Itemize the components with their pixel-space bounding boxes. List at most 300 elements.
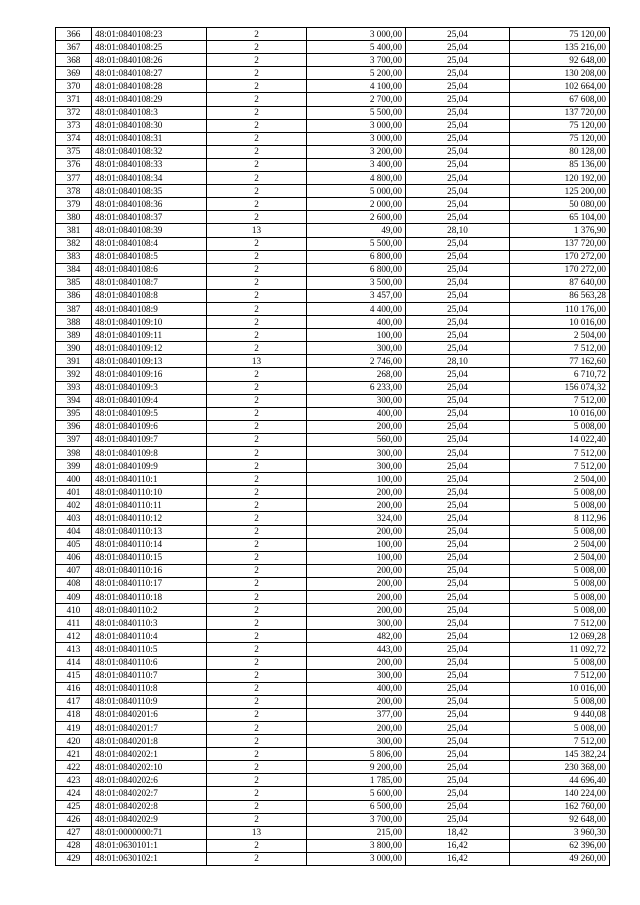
row-number-cell: 387 (56, 302, 92, 315)
row-number-cell: 412 (56, 630, 92, 643)
category-code-cell: 2 (207, 617, 307, 630)
area-cell: 300,00 (307, 342, 406, 355)
specific-value-cell: 25,04 (406, 721, 510, 734)
specific-value-cell: 25,04 (406, 172, 510, 185)
specific-value-cell: 25,04 (406, 499, 510, 512)
area-cell: 300,00 (307, 735, 406, 748)
area-cell: 3 800,00 (307, 839, 406, 852)
category-code-cell: 2 (207, 499, 307, 512)
specific-value-cell: 28,10 (406, 224, 510, 237)
table-row (56, 211, 610, 224)
row-number-cell: 388 (56, 316, 92, 329)
row-number-cell: 428 (56, 839, 92, 852)
row-number-cell: 389 (56, 329, 92, 342)
category-code-cell: 2 (207, 656, 307, 669)
cadastral-value-cell: 135 216,00 (510, 41, 610, 54)
row-number-cell: 426 (56, 813, 92, 826)
category-code-cell: 2 (207, 394, 307, 407)
category-code-cell: 2 (207, 761, 307, 774)
cadastral-value-cell: 5 008,00 (510, 656, 610, 669)
cadastral-value-cell: 2 504,00 (510, 329, 610, 342)
cadastral-value-cell: 87 640,00 (510, 276, 610, 289)
row-number-cell: 406 (56, 551, 92, 564)
cadastral-value-cell: 12 069,28 (510, 630, 610, 643)
specific-value-cell: 25,04 (406, 447, 510, 460)
category-code-cell: 2 (207, 28, 307, 41)
row-number-cell: 367 (56, 41, 92, 54)
cadastral-number-cell: 48:01:0840202:6 (92, 774, 207, 787)
area-cell: 2 746,00 (307, 355, 406, 368)
cadastral-value-cell: 9 440,08 (510, 708, 610, 721)
cadastral-value-cell: 120 192,00 (510, 172, 610, 185)
row-number-cell: 366 (56, 28, 92, 41)
row-number-cell: 405 (56, 538, 92, 551)
specific-value-cell: 25,04 (406, 774, 510, 787)
row-number-cell: 385 (56, 276, 92, 289)
cadastral-number-cell: 48:01:0840202:7 (92, 787, 207, 800)
specific-value-cell: 28,10 (406, 355, 510, 368)
table-row (56, 198, 610, 211)
cadastral-number-cell: 48:01:0840108:39 (92, 224, 207, 237)
area-cell: 6 500,00 (307, 800, 406, 813)
specific-value-cell: 25,04 (406, 198, 510, 211)
table-row (56, 525, 610, 538)
area-cell: 100,00 (307, 473, 406, 486)
table-row (56, 669, 610, 682)
area-cell: 2 000,00 (307, 198, 406, 211)
table-row (56, 761, 610, 774)
area-cell: 6 800,00 (307, 250, 406, 263)
cadastral-value-cell: 8 112,96 (510, 512, 610, 525)
cadastral-value-cell: 137 720,00 (510, 237, 610, 250)
category-code-cell: 2 (207, 735, 307, 748)
category-code-cell: 2 (207, 368, 307, 381)
area-cell: 400,00 (307, 316, 406, 329)
area-cell: 100,00 (307, 538, 406, 551)
cadastral-number-cell: 48:01:0840110:5 (92, 643, 207, 656)
row-number-cell: 407 (56, 564, 92, 577)
table-row (56, 813, 610, 826)
area-cell: 5 500,00 (307, 106, 406, 119)
area-cell: 5 806,00 (307, 748, 406, 761)
category-code-cell: 2 (207, 669, 307, 682)
row-number-cell: 398 (56, 447, 92, 460)
cadastral-number-cell: 48:01:0840108:26 (92, 54, 207, 67)
cadastral-value-cell: 145 382,24 (510, 748, 610, 761)
specific-value-cell: 25,04 (406, 145, 510, 158)
cadastral-value-cell: 67 608,00 (510, 93, 610, 106)
specific-value-cell: 25,04 (406, 158, 510, 171)
specific-value-cell: 25,04 (406, 813, 510, 826)
area-cell: 300,00 (307, 460, 406, 473)
area-cell: 6 800,00 (307, 263, 406, 276)
table-row (56, 630, 610, 643)
table-row (56, 67, 610, 80)
cadastral-number-cell: 48:01:0840108:33 (92, 158, 207, 171)
area-cell: 200,00 (307, 721, 406, 734)
area-cell: 5 000,00 (307, 185, 406, 198)
specific-value-cell: 25,04 (406, 211, 510, 224)
specific-value-cell: 25,04 (406, 93, 510, 106)
row-number-cell: 377 (56, 172, 92, 185)
area-cell: 3 457,00 (307, 289, 406, 302)
row-number-cell: 368 (56, 54, 92, 67)
area-cell: 3 400,00 (307, 158, 406, 171)
row-number-cell: 423 (56, 774, 92, 787)
table-row (56, 276, 610, 289)
cadastral-number-cell: 48:01:0840108:25 (92, 41, 207, 54)
cadastral-value-cell: 137 720,00 (510, 106, 610, 119)
specific-value-cell: 25,04 (406, 185, 510, 198)
cadastral-value-cell: 102 664,00 (510, 80, 610, 93)
table-row (56, 748, 610, 761)
specific-value-cell: 25,04 (406, 420, 510, 433)
cadastral-number-cell: 48:01:0840108:5 (92, 250, 207, 263)
row-number-cell: 372 (56, 106, 92, 119)
cadastral-value-cell: 44 696,40 (510, 774, 610, 787)
specific-value-cell: 25,04 (406, 630, 510, 643)
cadastral-number-cell: 48:01:0840108:8 (92, 289, 207, 302)
cadastral-value-cell: 7 512,00 (510, 460, 610, 473)
cadastral-value-cell: 125 200,00 (510, 185, 610, 198)
specific-value-cell: 25,04 (406, 460, 510, 473)
area-cell: 4 100,00 (307, 80, 406, 93)
cadastral-number-cell: 48:01:0840109:5 (92, 407, 207, 420)
table-row (56, 381, 610, 394)
specific-value-cell: 25,04 (406, 119, 510, 132)
area-cell: 3 700,00 (307, 813, 406, 826)
row-number-cell: 416 (56, 682, 92, 695)
specific-value-cell: 25,04 (406, 682, 510, 695)
cadastral-value-cell: 10 016,00 (510, 316, 610, 329)
cadastral-number-cell: 48:01:0840201:8 (92, 735, 207, 748)
row-number-cell: 403 (56, 512, 92, 525)
cadastral-value-cell: 7 512,00 (510, 394, 610, 407)
area-cell: 2 700,00 (307, 93, 406, 106)
table-row (56, 28, 610, 41)
table-row (56, 577, 610, 590)
specific-value-cell: 25,04 (406, 735, 510, 748)
row-number-cell: 384 (56, 263, 92, 276)
category-code-cell: 2 (207, 852, 307, 865)
specific-value-cell: 25,04 (406, 473, 510, 486)
category-code-cell: 2 (207, 342, 307, 355)
row-number-cell: 397 (56, 433, 92, 446)
area-cell: 560,00 (307, 433, 406, 446)
table-row (56, 643, 610, 656)
area-cell: 3 500,00 (307, 276, 406, 289)
category-code-cell: 2 (207, 800, 307, 813)
cadastral-number-cell: 48:01:0840109:11 (92, 329, 207, 342)
area-cell: 1 785,00 (307, 774, 406, 787)
specific-value-cell: 25,04 (406, 486, 510, 499)
cadastral-value-cell: 92 648,00 (510, 54, 610, 67)
specific-value-cell: 25,04 (406, 289, 510, 302)
table-row (56, 329, 610, 342)
specific-value-cell: 25,04 (406, 302, 510, 315)
cadastral-value-cell: 2 504,00 (510, 473, 610, 486)
category-code-cell: 13 (207, 224, 307, 237)
area-cell: 200,00 (307, 604, 406, 617)
cadastral-value-cell: 5 008,00 (510, 577, 610, 590)
category-code-cell: 2 (207, 721, 307, 734)
cadastral-number-cell: 48:01:0840108:28 (92, 80, 207, 93)
cadastral-number-cell: 48:01:0840108:37 (92, 211, 207, 224)
cadastral-value-cell: 140 224,00 (510, 787, 610, 800)
table-row (56, 708, 610, 721)
row-number-cell: 381 (56, 224, 92, 237)
category-code-cell: 2 (207, 119, 307, 132)
row-number-cell: 418 (56, 708, 92, 721)
category-code-cell: 2 (207, 237, 307, 250)
cadastral-number-cell: 48:01:0840110:18 (92, 591, 207, 604)
specific-value-cell: 25,04 (406, 512, 510, 525)
category-code-cell: 2 (207, 198, 307, 211)
cadastral-number-cell: 48:01:0840201:6 (92, 708, 207, 721)
specific-value-cell: 25,04 (406, 394, 510, 407)
cadastral-value-cell: 10 016,00 (510, 682, 610, 695)
table-row (56, 420, 610, 433)
category-code-cell: 2 (207, 447, 307, 460)
area-cell: 300,00 (307, 617, 406, 630)
row-number-cell: 424 (56, 787, 92, 800)
area-cell: 49,00 (307, 224, 406, 237)
cadastral-value-cell: 5 008,00 (510, 486, 610, 499)
area-cell: 300,00 (307, 447, 406, 460)
category-code-cell: 2 (207, 289, 307, 302)
cadastral-value-cell: 130 208,00 (510, 67, 610, 80)
category-code-cell: 2 (207, 774, 307, 787)
table-row (56, 512, 610, 525)
cadastral-value-cell: 7 512,00 (510, 342, 610, 355)
category-code-cell: 2 (207, 302, 307, 315)
row-number-cell: 374 (56, 132, 92, 145)
specific-value-cell: 25,04 (406, 538, 510, 551)
table-row (56, 80, 610, 93)
specific-value-cell: 16,42 (406, 852, 510, 865)
area-cell: 377,00 (307, 708, 406, 721)
specific-value-cell: 25,04 (406, 643, 510, 656)
specific-value-cell: 25,04 (406, 80, 510, 93)
cadastral-number-cell: 48:01:0840108:4 (92, 237, 207, 250)
specific-value-cell: 25,04 (406, 695, 510, 708)
area-cell: 200,00 (307, 486, 406, 499)
specific-value-cell: 25,04 (406, 28, 510, 41)
cadastral-number-cell: 48:01:0840110:8 (92, 682, 207, 695)
cadastral-number-cell: 48:01:0840110:9 (92, 695, 207, 708)
cadastral-number-cell: 48:01:0840108:30 (92, 119, 207, 132)
category-code-cell: 2 (207, 80, 307, 93)
table-row (56, 447, 610, 460)
category-code-cell: 2 (207, 433, 307, 446)
specific-value-cell: 25,04 (406, 656, 510, 669)
category-code-cell: 2 (207, 512, 307, 525)
cadastral-number-cell: 48:01:0840108:6 (92, 263, 207, 276)
category-code-cell: 2 (207, 839, 307, 852)
cadastral-value-cell: 80 128,00 (510, 145, 610, 158)
area-cell: 268,00 (307, 368, 406, 381)
cadastral-value-cell: 110 176,00 (510, 302, 610, 315)
category-code-cell: 2 (207, 551, 307, 564)
cadastral-value-cell: 5 008,00 (510, 721, 610, 734)
cadastral-number-cell: 48:01:0840109:10 (92, 316, 207, 329)
table-row (56, 185, 610, 198)
cadastral-value-cell: 170 272,00 (510, 263, 610, 276)
specific-value-cell: 25,04 (406, 433, 510, 446)
cadastral-number-cell: 48:01:0840108:3 (92, 106, 207, 119)
specific-value-cell: 25,04 (406, 617, 510, 630)
cadastral-value-cell: 170 272,00 (510, 250, 610, 263)
cadastral-number-cell: 48:01:0840109:13 (92, 355, 207, 368)
specific-value-cell: 25,04 (406, 263, 510, 276)
area-cell: 5 400,00 (307, 41, 406, 54)
cadastral-value-cell: 5 008,00 (510, 420, 610, 433)
cadastral-value-cell: 5 008,00 (510, 591, 610, 604)
specific-value-cell: 25,04 (406, 132, 510, 145)
area-cell: 3 000,00 (307, 132, 406, 145)
cadastral-value-cell: 7 512,00 (510, 735, 610, 748)
category-code-cell: 2 (207, 748, 307, 761)
table-row (56, 499, 610, 512)
cadastral-number-cell: 48:01:0840110:3 (92, 617, 207, 630)
area-cell: 300,00 (307, 394, 406, 407)
table-row (56, 250, 610, 263)
area-cell: 200,00 (307, 577, 406, 590)
row-number-cell: 393 (56, 381, 92, 394)
specific-value-cell: 25,04 (406, 577, 510, 590)
cadastral-number-cell: 48:01:0840108:29 (92, 93, 207, 106)
category-code-cell: 2 (207, 486, 307, 499)
category-code-cell: 2 (207, 525, 307, 538)
table-row (56, 486, 610, 499)
cadastral-value-cell: 5 008,00 (510, 695, 610, 708)
area-cell: 6 233,00 (307, 381, 406, 394)
cadastral-number-cell: 48:01:0840108:32 (92, 145, 207, 158)
specific-value-cell: 25,04 (406, 564, 510, 577)
category-code-cell: 13 (207, 826, 307, 839)
category-code-cell: 2 (207, 604, 307, 617)
table-row (56, 368, 610, 381)
cadastral-number-cell: 48:01:0840110:1 (92, 473, 207, 486)
cadastral-value-cell: 3 960,30 (510, 826, 610, 839)
row-number-cell: 373 (56, 119, 92, 132)
cadastral-number-cell: 48:01:0840110:17 (92, 577, 207, 590)
area-cell: 3 000,00 (307, 28, 406, 41)
cadastral-number-cell: 48:01:0840110:4 (92, 630, 207, 643)
category-code-cell: 2 (207, 211, 307, 224)
specific-value-cell: 25,04 (406, 368, 510, 381)
area-cell: 9 200,00 (307, 761, 406, 774)
row-number-cell: 414 (56, 656, 92, 669)
cadastral-value-cell: 49 260,00 (510, 852, 610, 865)
table-row (56, 289, 610, 302)
cadastral-number-cell: 48:01:0840202:1 (92, 748, 207, 761)
cadastral-value-cell: 6 710,72 (510, 368, 610, 381)
row-number-cell: 404 (56, 525, 92, 538)
category-code-cell: 2 (207, 591, 307, 604)
row-number-cell: 394 (56, 394, 92, 407)
cadastral-number-cell: 48:01:0840110:10 (92, 486, 207, 499)
cadastral-number-cell: 48:01:0840109:4 (92, 394, 207, 407)
table-row (56, 800, 610, 813)
table-row (56, 604, 610, 617)
cadastral-value-cell: 5 008,00 (510, 499, 610, 512)
row-number-cell: 390 (56, 342, 92, 355)
table-row (56, 263, 610, 276)
specific-value-cell: 25,04 (406, 787, 510, 800)
cadastral-value-cell: 85 136,00 (510, 158, 610, 171)
category-code-cell: 2 (207, 460, 307, 473)
cadastral-value-cell: 5 008,00 (510, 564, 610, 577)
table-body (56, 28, 610, 866)
category-code-cell: 2 (207, 276, 307, 289)
table-row (56, 433, 610, 446)
cadastral-number-cell: 48:01:0840108:36 (92, 198, 207, 211)
table-row (56, 172, 610, 185)
area-cell: 3 200,00 (307, 145, 406, 158)
category-code-cell: 2 (207, 643, 307, 656)
row-number-cell: 386 (56, 289, 92, 302)
row-number-cell: 411 (56, 617, 92, 630)
row-number-cell: 419 (56, 721, 92, 734)
cadastral-number-cell: 48:01:0840110:13 (92, 525, 207, 538)
row-number-cell: 370 (56, 80, 92, 93)
cadastral-value-cell: 7 512,00 (510, 447, 610, 460)
area-cell: 4 400,00 (307, 302, 406, 315)
table-row (56, 106, 610, 119)
category-code-cell: 2 (207, 329, 307, 342)
row-number-cell: 409 (56, 591, 92, 604)
area-cell: 215,00 (307, 826, 406, 839)
cadastral-number-cell: 48:01:0840109:16 (92, 368, 207, 381)
area-cell: 443,00 (307, 643, 406, 656)
row-number-cell: 413 (56, 643, 92, 656)
row-number-cell: 392 (56, 368, 92, 381)
table-row (56, 721, 610, 734)
category-code-cell: 2 (207, 54, 307, 67)
table-row (56, 316, 610, 329)
area-cell: 324,00 (307, 512, 406, 525)
area-cell: 200,00 (307, 420, 406, 433)
category-code-cell: 2 (207, 172, 307, 185)
row-number-cell: 427 (56, 826, 92, 839)
table-row (56, 132, 610, 145)
area-cell: 5 500,00 (307, 237, 406, 250)
cadastral-value-cell: 1 376,90 (510, 224, 610, 237)
specific-value-cell: 25,04 (406, 748, 510, 761)
row-number-cell: 391 (56, 355, 92, 368)
category-code-cell: 2 (207, 316, 307, 329)
cadastral-number-cell: 48:01:0840110:14 (92, 538, 207, 551)
table-row (56, 119, 610, 132)
cadastral-value-cell: 77 162,60 (510, 355, 610, 368)
specific-value-cell: 25,04 (406, 41, 510, 54)
category-code-cell: 2 (207, 185, 307, 198)
cadastral-number-cell: 48:01:0840110:16 (92, 564, 207, 577)
row-number-cell: 383 (56, 250, 92, 263)
table-row (56, 145, 610, 158)
cadastral-value-cell: 65 104,00 (510, 211, 610, 224)
area-cell: 100,00 (307, 551, 406, 564)
category-code-cell: 2 (207, 695, 307, 708)
table-row (56, 538, 610, 551)
table-row (56, 93, 610, 106)
specific-value-cell: 25,04 (406, 551, 510, 564)
cadastral-value-cell: 162 760,00 (510, 800, 610, 813)
cadastral-number-cell: 48:01:0840202:10 (92, 761, 207, 774)
area-cell: 400,00 (307, 407, 406, 420)
cadastral-value-cell: 75 120,00 (510, 119, 610, 132)
